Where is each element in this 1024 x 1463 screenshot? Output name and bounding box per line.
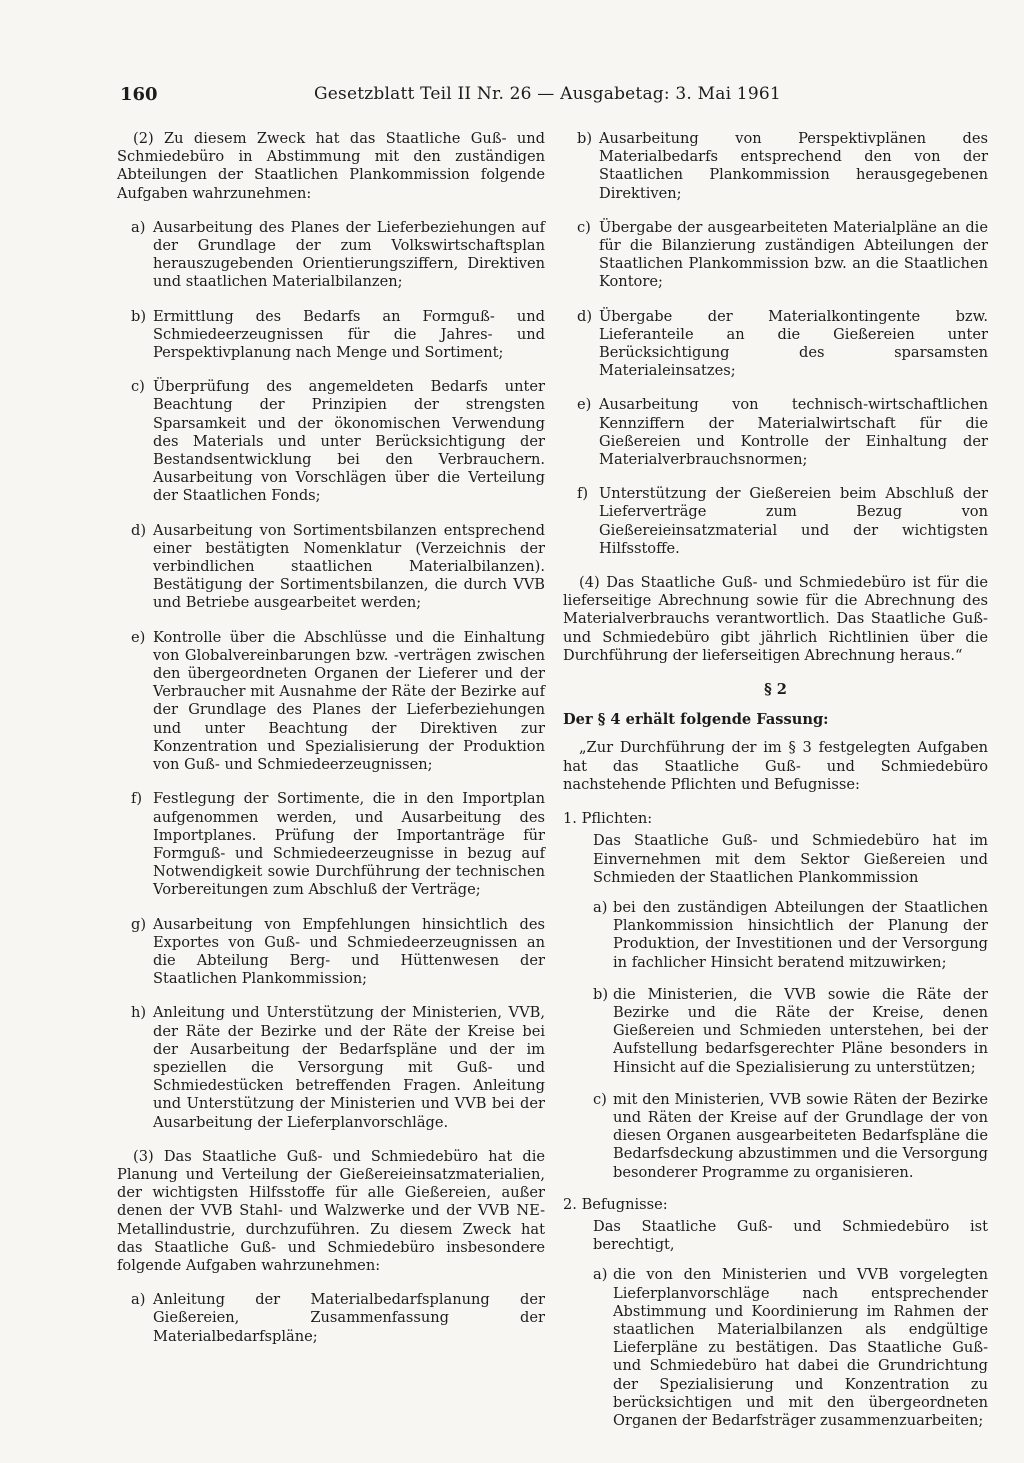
page-header	[120, 84, 1020, 110]
item-label: a)	[131, 218, 146, 236]
list-item	[593, 899, 988, 972]
list-item	[131, 378, 545, 505]
duties-text: Das Staatliche Guß- und Schmiedebüro hat im Einvernehmen mit dem Sektor Gießereien und Schmieden der Staatlichen Plankommission	[593, 832, 988, 886]
amendment-intro: „Zur Durchführung der im § 3 festgelegten Aufgaben hat das Staatliche Guß- und Schmiedebüro nachstehende Pflichten und Befugnisse:	[563, 739, 988, 793]
item-text: Anleitung und Unterstützung der Ministerien, VVB, der Räte der Bezirke und der Räte der Kreise bei der Ausarbeitung der Bedarfspläne und der im speziellen die Versorgung mit Guß- und Schmiedestücken betreffenden Fragen. Anleitung und Unterstützung der Ministerien und VVB bei der Ausarbeitung der Lieferplanvorschläge.	[153, 1004, 545, 1131]
item-label: e)	[131, 628, 146, 646]
item-label: c)	[593, 1090, 607, 1108]
list-item	[131, 790, 545, 899]
list-item	[131, 522, 545, 613]
item-label: b)	[131, 307, 147, 325]
item-label: f)	[577, 485, 589, 503]
list-item	[593, 1266, 988, 1430]
list-item	[577, 219, 988, 292]
item-text: Festlegung der Sortimente, die in den Importplan aufgenommen werden, und Ausarbeitung des Importplanes. Prüfung der Importanträge für Formguß- und Schmiedeerzeugnisse in bezug auf Notwendigkeit sowie Durchführung der technischen Vorbereitungen zum Abschluß der Verträge;	[153, 790, 545, 899]
item-label: f)	[131, 790, 143, 808]
item-text: bei den zuständigen Abteilungen der Staatlichen Plankommission hinsichtlich der Planung der Produktion, der Investitionen und der Versorgung in fachlicher Hinsicht beratend mitzuwirken;	[613, 898, 988, 971]
powers-heading: 2. Befugnisse:	[563, 1195, 668, 1213]
paragraph-3: (3) Das Staatliche Guß- und Schmiedebüro hat die Planung und Verteilung der Gießereieinsatzmaterialien, der wichtigsten Hilfsstoffe für alle Gießereien, außer denen der VVB Stahl- und Walzwerke und der VVB NE-Metallindustrie, durchzuführen. Zu diesem Zweck hat das Staatliche Guß- und Schmiedebüro insbesondere folgende Aufgaben wahrzunehmen:	[117, 1147, 545, 1274]
item-label: d)	[131, 521, 147, 539]
list-item	[131, 1291, 545, 1346]
list-item	[577, 485, 988, 558]
list-item	[577, 130, 988, 203]
list-item	[593, 1091, 988, 1182]
list-item	[577, 308, 988, 381]
paragraph-2: (2) Zu diesem Zweck hat das Staatliche Guß- und Schmiedebüro in Abstimmung mit den zuständigen Abteilungen der Staatlichen Plankommission folgende Aufgaben wahrzunehmen:	[117, 130, 545, 202]
item-label: a)	[131, 1291, 146, 1309]
item-text: Anleitung der Materialbedarfsplanung der Gießereien, Zusammenfassung der Materialbedarfspläne;	[153, 1291, 545, 1345]
item-label: a)	[593, 1266, 608, 1284]
item-label: b)	[593, 985, 609, 1003]
list-item	[593, 986, 988, 1077]
item-text: Übergabe der Materialkontingente bzw. Lieferanteile an die Gießereien unter Berücksichtigung des sparsamsten Materialeinsatzes;	[599, 307, 988, 380]
item-label: a)	[593, 898, 608, 916]
item-text: Überprüfung des angemeldeten Bedarfs unter Beachtung der Prinzipien der strengsten Sparsamkeit und der ökonomischen Verwendung des Materials und unter Berücksichtigung der Bestandsentwicklung bei den Verbrauchern. Ausarbeitung von Vorschlägen über die Verteilung der Staatlichen Fonds;	[153, 378, 545, 505]
list-item	[131, 308, 545, 363]
list-item	[131, 219, 545, 292]
item-text: mit den Ministerien, VVB sowie Räten der Bezirke und Räten der Kreise auf der Grundlage der von diesen Organen ausgearbeiteten Bedarfspläne die Bedarfsdeckung abzustimmen und die Versorgung besonderer Programme zu organisieren.	[613, 1090, 988, 1181]
item-text: Ausarbeitung von Sortimentsbilanzen entsprechend einer bestätigten Nomenklatur (Verzeichnis der verbindlichen staatlichen Materialbilanzen). Bestätigung der Sortimentsbilanzen, die durch VVB und Betriebe ausgearbeitet werden;	[153, 521, 545, 612]
list-item	[577, 396, 988, 469]
item-label: d)	[577, 307, 593, 325]
list-item	[131, 1004, 545, 1131]
paragraph-4: (4) Das Staatliche Guß- und Schmiedebüro ist für die lieferseitige Abrechnung sowie für die Abrechnung des Materialverbrauchs verantwortlich. Das Staatliche Guß- und Schmiedebüro gibt jährlich Richtlinien über die Durchführung der lieferseitigen Abrechnung heraus.“	[563, 574, 988, 664]
running-head: Gesetzblatt Teil II Nr. 26 — Ausgabetag: 3. Mai 1961	[314, 84, 781, 104]
section-heading: § 2	[764, 681, 787, 699]
item-text: Kontrolle über die Abschlüsse und die Einhaltung von Globalvereinbarungen bzw. -verträgen zwischen den übergeordneten Organen der Lieferer und der Verbraucher mit Ausnahme der Räte der Bezirke auf der Grundlage des Planes der Lieferbeziehungen und unter Beachtung der Direktiven zur Konzentration und Spezialisierung der Produktion von Guß- und Schmiedeerzeugnissen;	[153, 628, 545, 774]
item-text: Ausarbeitung von Empfehlungen hinsichtlich des Exportes von Guß- und Schmiedeerzeugnissen an die Abteilung Berg- und Hüttenwesen der Staatlichen Plankommission;	[153, 915, 545, 988]
item-label: c)	[131, 378, 145, 396]
duties-heading: 1. Pflichten:	[563, 810, 653, 828]
right-column	[563, 130, 988, 1444]
item-label: b)	[577, 130, 593, 147]
item-text: Übergabe der ausgearbeiteten Materialpläne an die für die Bilanzierung zuständigen Abteilungen der Staatlichen Plankommission bzw. an die Staatlichen Kontore;	[599, 218, 988, 291]
item-text: Ausarbeitung des Planes der Lieferbeziehungen auf der Grundlage der zum Volkswirtschaftsplan herauszugebenden Orientierungsziffern, Direktiven und staatlichen Materialbilanzen;	[153, 218, 545, 291]
item-label: g)	[131, 915, 147, 933]
amendment-lead: Der § 4 erhält folgende Fassung:	[563, 711, 829, 729]
item-label: e)	[577, 396, 592, 414]
powers-text: Das Staatliche Guß- und Schmiedebüro ist berechtigt,	[593, 1217, 988, 1254]
page-number: 160	[120, 84, 158, 105]
list-item	[131, 629, 545, 775]
item-text: die Ministerien, die VVB sowie die Räte der Bezirke und die Räte der Kreise, denen Gießereien und Schmieden unterstehen, bei der Aufstellung bedarfsgerechter Pläne besonders in Hinsicht auf die Spezialisierung zu unterstützen;	[613, 985, 988, 1076]
left-column	[117, 130, 545, 1362]
item-text: Unterstützung der Gießereien beim Abschluß der Lieferverträge zum Bezug von Gießereieinsatzmaterial und der wichtigsten Hilfsstoffe.	[599, 485, 988, 557]
item-text: Ausarbeitung von technisch-wirtschaftlichen Kennziffern der Materialwirtschaft für die Gießereien und Kontrolle der Einhaltung der Materialverbrauchsnormen;	[599, 396, 988, 469]
item-text: Ausarbeitung von Perspektivplänen des Materialbedarfs entsprechend den von der Staatlichen Plankommission herausgegebenen Direktiven;	[599, 130, 988, 202]
item-text: die von den Ministerien und VVB vorgelegten Lieferplanvorschläge nach entsprechender Abstimmung und Koordinierung im Rahmen der staatlichen Materialbilanzen als endgültige Lieferpläne zu bestätigen. Das Staatliche Guß- und Schmiedebüro hat dabei die Grundrichtung der Spezialisierung und Konzentration zu berücksichtigen und mit den übergeordneten Organen der Bedarfsträger zusammenzuarbeiten;	[613, 1266, 988, 1429]
item-label: c)	[577, 218, 591, 236]
item-text: Ermittlung des Bedarfs an Formguß- und Schmiedeerzeugnissen für die Jahres- und Perspektivplanung nach Menge und Sortiment;	[153, 307, 545, 362]
item-label: h)	[131, 1004, 147, 1022]
list-item	[131, 916, 545, 989]
